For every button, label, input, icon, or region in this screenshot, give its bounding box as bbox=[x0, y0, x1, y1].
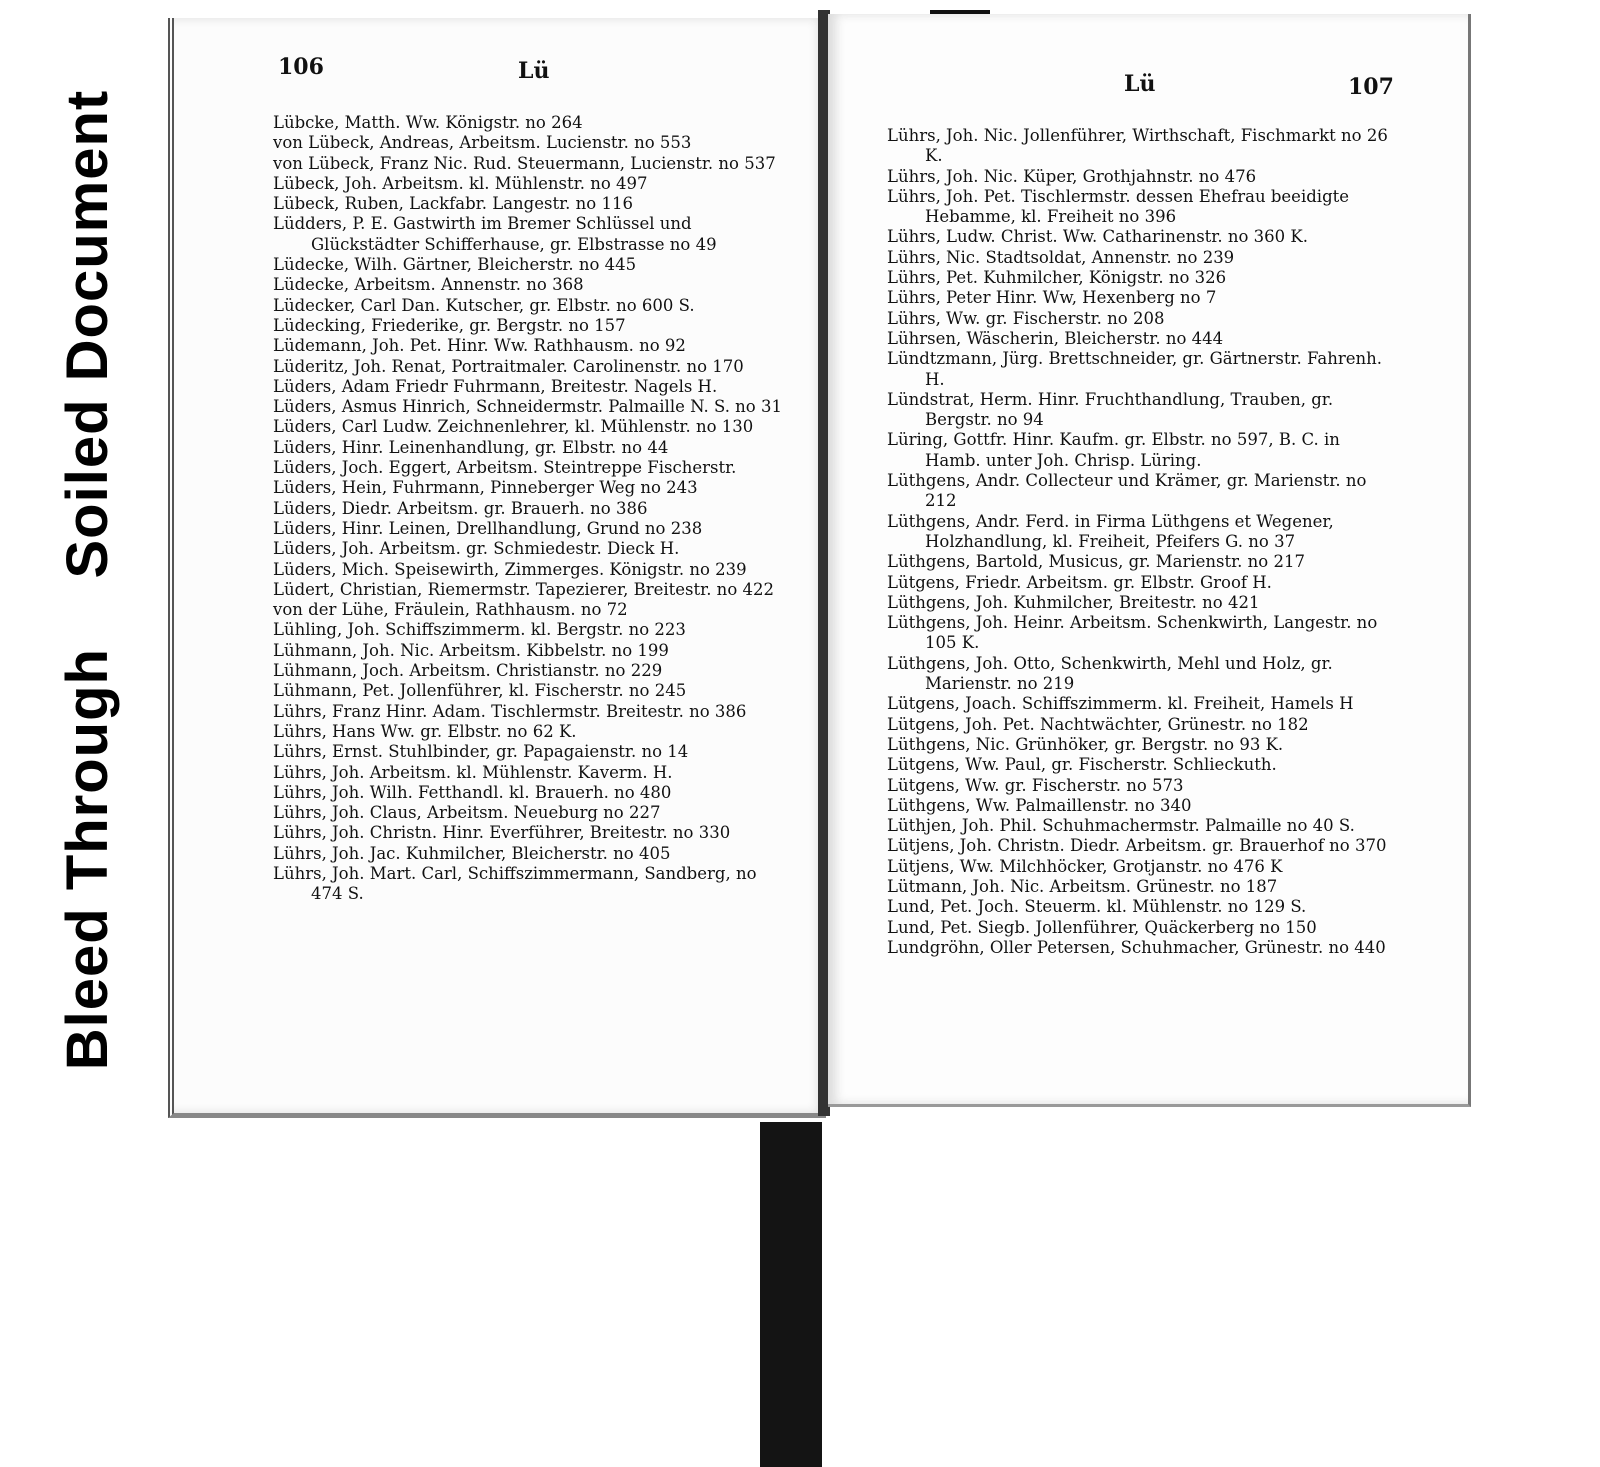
directory-entry: Lübeck, Ruben, Lackfabr. Langestr. no 116 bbox=[273, 194, 633, 214]
stamp-line-bleed-through: Bleed Through bbox=[55, 648, 120, 1071]
directory-entry: Lührsen, Wäscherin, Bleicherstr. no 444 bbox=[887, 328, 1224, 348]
directory-entry: Lüthgens, Nic. Grünhöker, gr. Bergstr. no 93 K. bbox=[887, 734, 1284, 754]
directory-entry: Lüders, Hinr. Leinen, Drellhandlung, Grund no 238 bbox=[273, 518, 703, 538]
directory-entry: Lütgens, Ww. Paul, gr. Fischerstr. Schlieckuth. bbox=[887, 755, 1277, 775]
directory-entry: Lüthgens, Andr. Collecteur und Krämer, gr. Marienstr. no 212 bbox=[887, 471, 1367, 511]
stamp-line-soiled-document: Soiled Document bbox=[55, 89, 120, 579]
directory-entry: Lührs, Hans Ww. gr. Elbstr. no 62 K. bbox=[273, 721, 577, 741]
directory-entry: Lütgens, Joach. Schiffszimmerm. kl. Freiheit, Hamels H bbox=[887, 694, 1354, 714]
directory-entry: Lütjens, Joh. Christn. Diedr. Arbeitsm. gr. Brauerhof no 370 bbox=[887, 836, 1387, 856]
right-page-number: 107 bbox=[1348, 74, 1394, 100]
directory-entry: Lüdders, P. E. Gastwirth im Bremer Schlüssel und Glückstädter Schifferhause, gr. Elbstrasse no 49 bbox=[273, 214, 717, 254]
directory-entry: Lührs, Joh. Jac. Kuhmilcher, Bleicherstr. no 405 bbox=[273, 843, 671, 863]
directory-entry: Lüthjen, Joh. Phil. Schuhmachermstr. Palmaille no 40 S. bbox=[887, 816, 1355, 836]
directory-entry: Lund, Pet. Siegb. Jollenführer, Quäckerberg no 150 bbox=[887, 917, 1317, 937]
directory-entry: Lund, Pet. Joch. Steuerm. kl. Mühlenstr. no 129 S. bbox=[887, 897, 1307, 917]
directory-entry: Lührs, Joh. Claus, Arbeitsm. Neueburg no 227 bbox=[273, 803, 661, 823]
soiled-document-stamp bbox=[40, 55, 135, 1105]
directory-entry: Lührs, Ww. gr. Fischerstr. no 208 bbox=[887, 308, 1165, 328]
directory-entry: Lüdecking, Friederike, gr. Bergstr. no 157 bbox=[273, 315, 626, 335]
directory-entry: Lüders, Mich. Speisewirth, Zimmerges. Königstr. no 239 bbox=[273, 559, 747, 579]
directory-entry: Lüders, Adam Friedr Fuhrmann, Breitestr. Nagels H. bbox=[273, 376, 718, 396]
directory-entry: Lüders, Diedr. Arbeitsm. gr. Brauerh. no 386 bbox=[273, 498, 648, 518]
bookmark-ribbon bbox=[760, 1122, 822, 1467]
directory-entry: Lührs, Nic. Stadtsoldat, Annenstr. no 239 bbox=[887, 247, 1235, 267]
directory-entry: Lüthgens, Joh. Heinr. Arbeitsm. Schenkwirth, Langestr. no 105 K. bbox=[887, 613, 1378, 653]
left-page-entries bbox=[273, 113, 793, 905]
directory-entry: Lündstrat, Herm. Hinr. Fruchthandlung, Trauben, gr. Bergstr. no 94 bbox=[887, 389, 1334, 430]
directory-entry: Lührs, Franz Hinr. Adam. Tischlermstr. Breitestr. no 386 bbox=[273, 701, 747, 721]
directory-entry: Lührs, Pet. Kuhmilcher, Königstr. no 326 bbox=[887, 268, 1227, 288]
directory-entry: Lütjens, Ww. Milchhöcker, Grotjanstr. no 476 K bbox=[887, 856, 1283, 876]
directory-entry: Lüders, Asmus Hinrich, Schneidermstr. Palmaille N. S. no 31 bbox=[273, 397, 782, 417]
right-running-head: Lü bbox=[1124, 71, 1156, 97]
directory-entry: Lührs, Joh. Christn. Hinr. Everführer, Breitestr. no 330 bbox=[273, 823, 731, 843]
directory-entry: Lüthgens, Joh. Kuhmilcher, Breitestr. no 421 bbox=[887, 592, 1260, 612]
directory-entry: Lühling, Joh. Schiffszimmerm. kl. Bergstr. no 223 bbox=[273, 620, 686, 640]
directory-entry: von der Lühe, Fräulein, Rathhausm. no 72 bbox=[273, 600, 628, 620]
directory-entry: Lührs, Ludw. Christ. Ww. Catharinenstr. no 360 K. bbox=[887, 227, 1308, 247]
directory-entry: Lüthgens, Andr. Ferd. in Firma Lüthgens et Wegener, Holzhandlung, kl. Freiheit, Pfeifers G. no 37 bbox=[887, 511, 1334, 551]
directory-entry: Lütgens, Ww. gr. Fischerstr. no 573 bbox=[887, 775, 1184, 795]
directory-entry: Lühmann, Pet. Jollenführer, kl. Fischerstr. no 245 bbox=[273, 681, 687, 701]
directory-entry: Lüdemann, Joh. Pet. Hinr. Ww. Rathhausm. no 92 bbox=[273, 336, 686, 356]
directory-entry: Lüderitz, Joh. Renat, Portraitmaler. Carolinenstr. no 170 bbox=[273, 356, 744, 376]
directory-entry: Lütgens, Friedr. Arbeitsm. gr. Elbstr. Groof H. bbox=[887, 572, 1272, 592]
directory-entry: Lüdecke, Arbeitsm. Annenstr. no 368 bbox=[273, 275, 584, 295]
directory-entry: Lühmann, Joh. Nic. Arbeitsm. Kibbelstr. no 199 bbox=[273, 640, 669, 660]
left-page-number: 106 bbox=[278, 54, 324, 80]
directory-entry: Lührs, Joh. Nic. Küper, Grothjahnstr. no 476 bbox=[887, 166, 1257, 186]
directory-entry: Lüders, Hein, Fuhrmann, Pinneberger Weg no 243 bbox=[273, 478, 698, 498]
directory-entry: Lübeck, Joh. Arbeitsm. kl. Mühlenstr. no 497 bbox=[273, 173, 648, 193]
directory-entry: Lüring, Gottfr. Hinr. Kaufm. gr. Elbstr. no 597, B. C. in Hamb. unter Joh. Chrisp. Lüring. bbox=[887, 430, 1340, 470]
directory-entry: Lührs, Joh. Nic. Jollenführer, Wirthschaft, Fischmarkt no 26 K. bbox=[887, 126, 1388, 166]
directory-entry: Lüdecker, Carl Dan. Kutscher, gr. Elbstr. no 600 S. bbox=[273, 295, 695, 315]
directory-entry: Lundgröhn, Oller Petersen, Schuhmacher, Grünestr. no 440 bbox=[887, 937, 1386, 957]
directory-entry: Lüdecke, Wilh. Gärtner, Bleicherstr. no 445 bbox=[273, 255, 637, 275]
directory-entry: Lüders, Hinr. Leinenhandlung, gr. Elbstr. no 44 bbox=[273, 437, 669, 457]
directory-entry: Lüthgens, Ww. Palmaillenstr. no 340 bbox=[887, 795, 1192, 815]
directory-entry: Lüders, Joch. Eggert, Arbeitsm. Steintreppe Fischerstr. bbox=[273, 458, 737, 478]
directory-entry: von Lübeck, Andreas, Arbeitsm. Lucienstr. no 553 bbox=[273, 133, 692, 153]
directory-entry: Lührs, Joh. Pet. Tischlermstr. dessen Ehefrau beeidigte Hebamme, kl. Freiheit no 396 bbox=[887, 186, 1350, 227]
directory-entry: Lüders, Carl Ludw. Zeichnenlehrer, kl. Mühlenstr. no 130 bbox=[273, 417, 754, 437]
directory-entry: Lüdert, Christian, Riemermstr. Tapezierer, Breitestr. no 422 bbox=[273, 579, 774, 599]
directory-entry: Lütgens, Joh. Pet. Nachtwächter, Grünestr. no 182 bbox=[887, 714, 1309, 734]
directory-entry: Lührs, Peter Hinr. Ww, Hexenberg no 7 bbox=[887, 288, 1217, 308]
directory-entry: Lündtzmann, Jürg. Brettschneider, gr. Gärtnerstr. Fahrenh. H. bbox=[887, 349, 1382, 389]
directory-entry: Lührs, Joh. Wilh. Fetthandl. kl. Brauerh. no 480 bbox=[273, 782, 672, 802]
directory-entry: Lütmann, Joh. Nic. Arbeitsm. Grünestr. no 187 bbox=[887, 876, 1278, 896]
directory-entry: Lübcke, Matth. Ww. Königstr. no 264 bbox=[273, 113, 583, 132]
directory-entry: Lüthgens, Joh. Otto, Schenkwirth, Mehl und Holz, gr. Marienstr. no 219 bbox=[887, 653, 1333, 694]
directory-entry: Lüders, Joh. Arbeitsm. gr. Schmiedestr. Dieck H. bbox=[273, 539, 680, 559]
directory-entry: von Lübeck, Franz Nic. Rud. Steuermann, Lucienstr. no 537 bbox=[273, 153, 776, 173]
left-running-head: Lü bbox=[518, 58, 550, 84]
directory-entry: Lührs, Joh. Arbeitsm. kl. Mühlenstr. Kaverm. H. bbox=[273, 762, 673, 782]
directory-entry: Lüthgens, Bartold, Musicus, gr. Marienstr. no 217 bbox=[887, 552, 1305, 572]
directory-entry: Lühmann, Joch. Arbeitsm. Christianstr. no 229 bbox=[273, 661, 663, 681]
directory-entry: Lührs, Ernst. Stuhlbinder, gr. Papagaienstr. no 14 bbox=[273, 742, 689, 762]
right-page-entries bbox=[887, 126, 1392, 958]
directory-entry: Lührs, Joh. Mart. Carl, Schiffszimmermann, Sandberg, no 474 S. bbox=[273, 863, 757, 904]
